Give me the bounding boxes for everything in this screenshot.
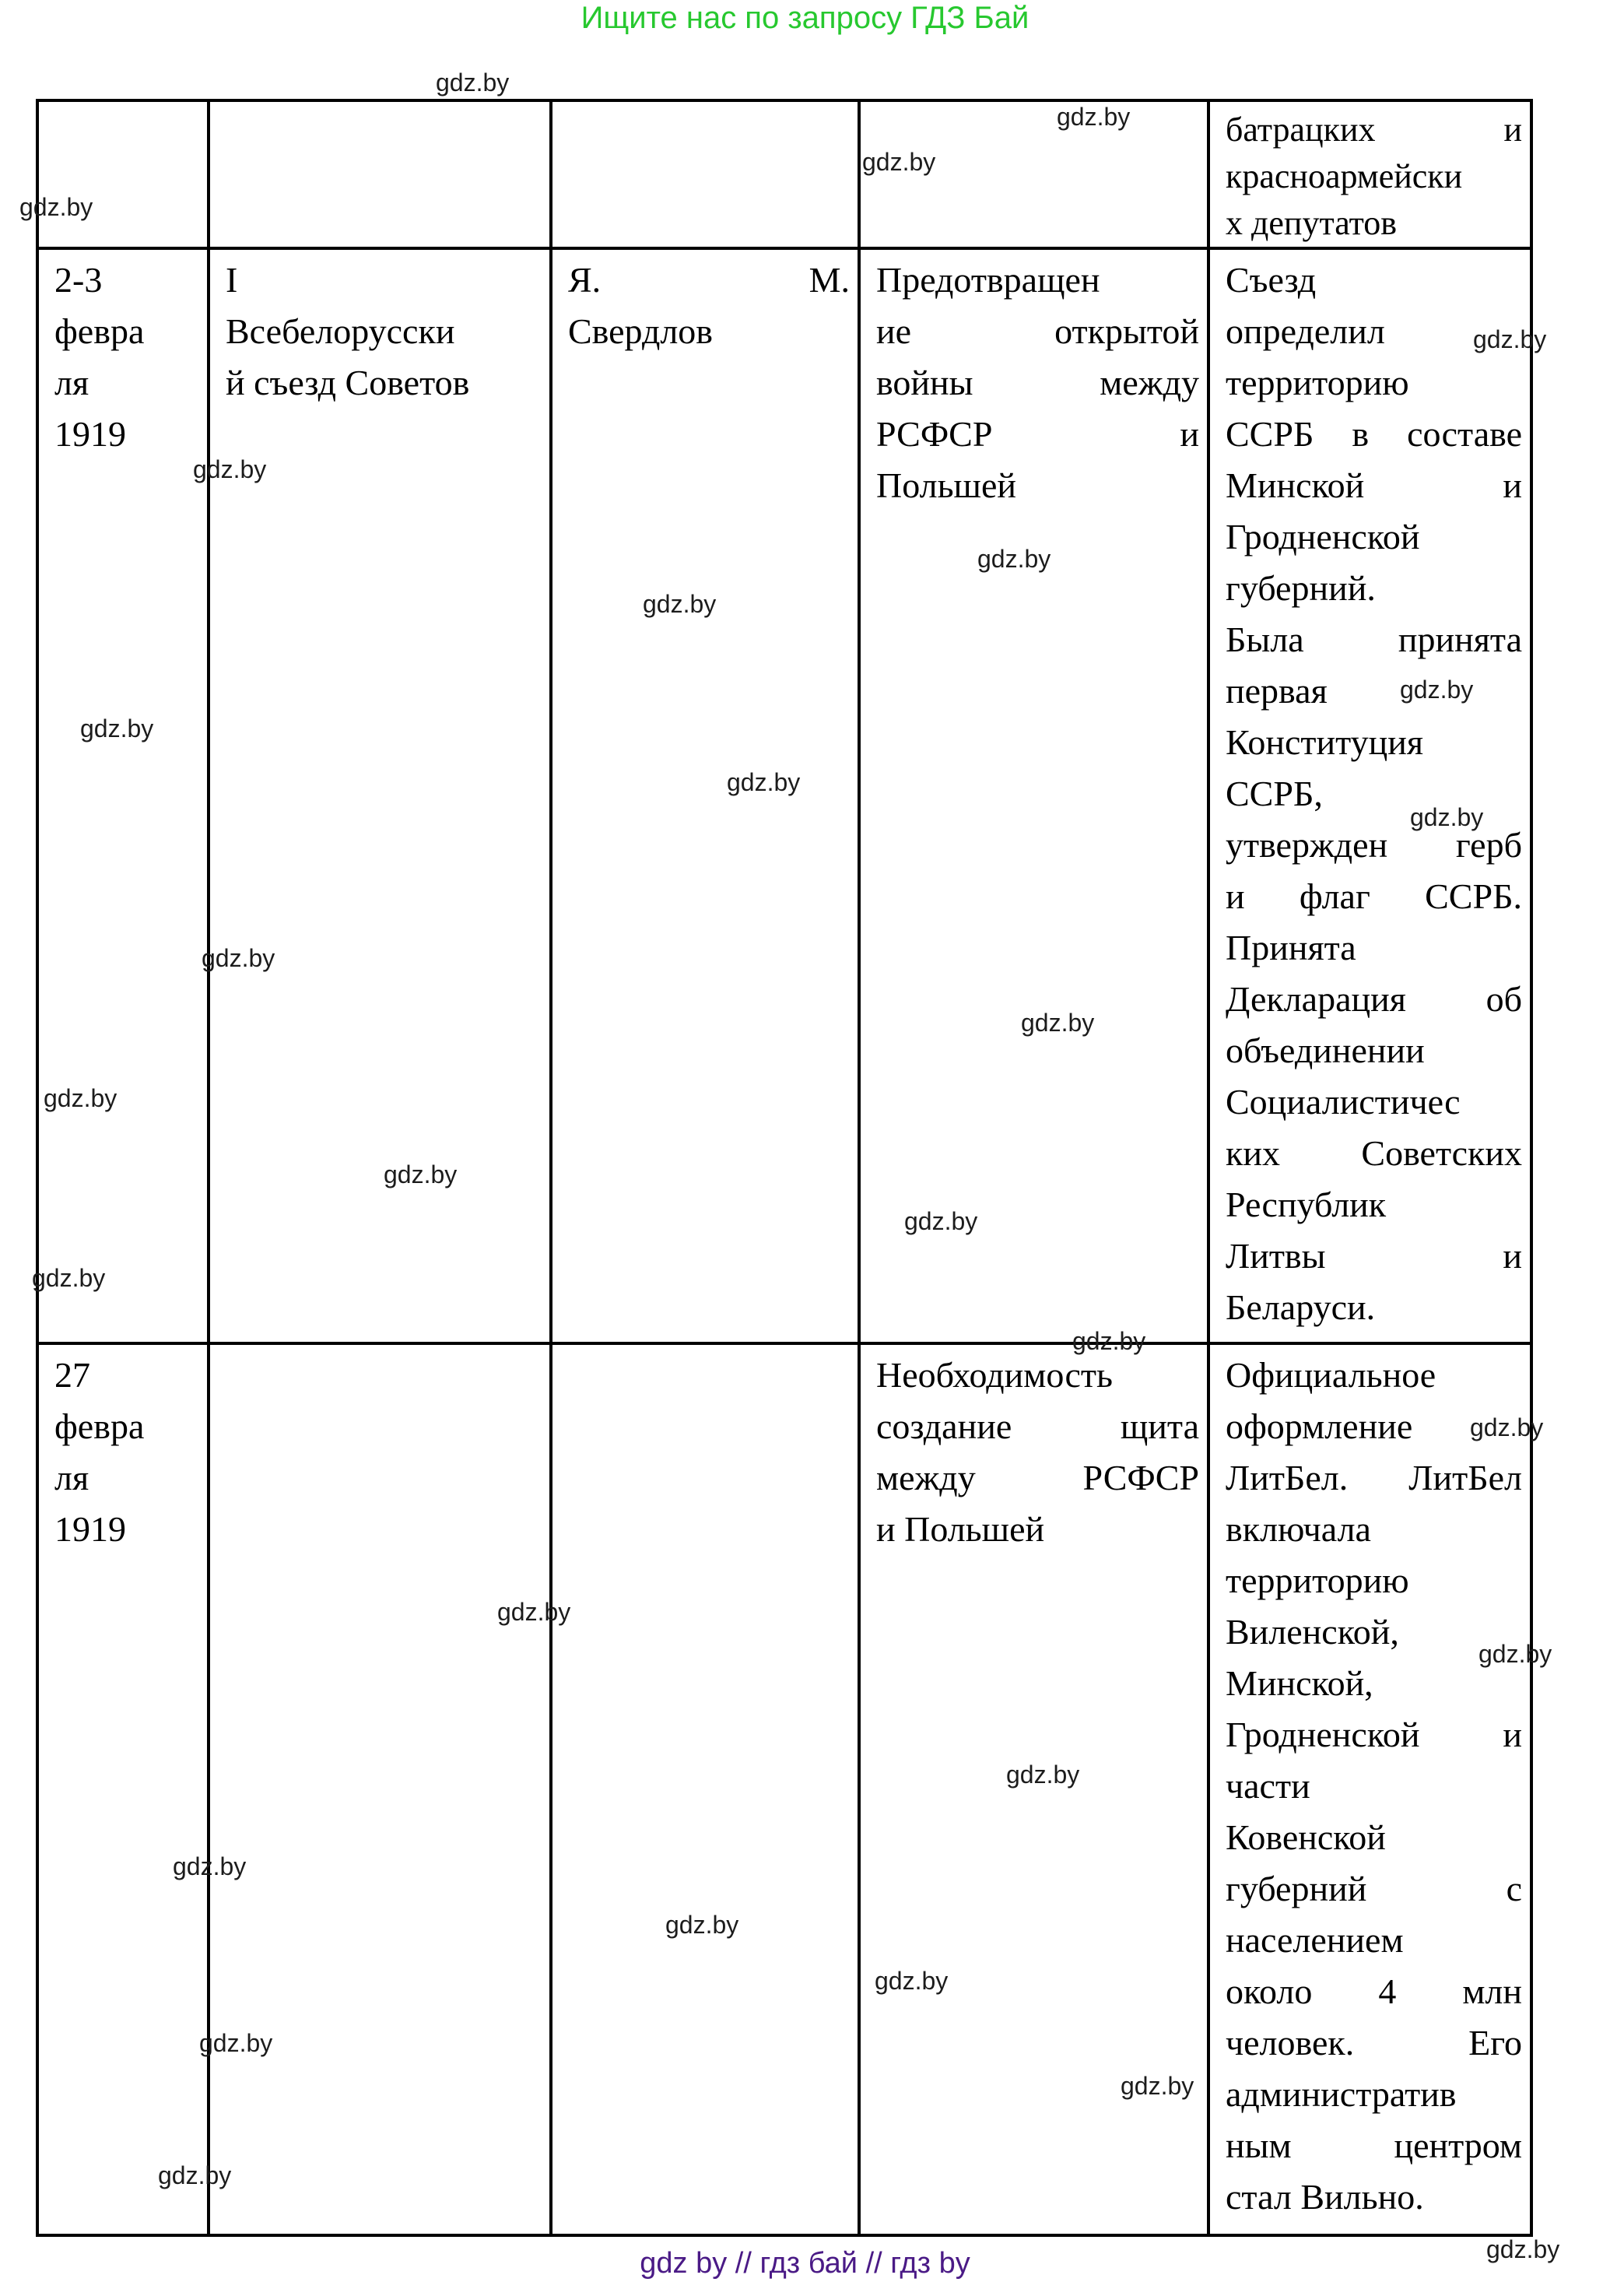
watermark: gdz.by — [1006, 1761, 1080, 1789]
watermark: gdz.by — [19, 193, 93, 221]
text-line: определил — [1226, 311, 1385, 351]
text-line: 27 — [54, 1355, 90, 1395]
text-line: Ковенской — [1226, 1817, 1386, 1857]
watermark: gdz.by — [497, 1598, 571, 1626]
text-line: территорию — [1226, 1561, 1409, 1600]
text-line: войны между — [876, 363, 1199, 402]
watermark: gdz.by — [1400, 676, 1474, 704]
text-line: Виленской, — [1226, 1612, 1399, 1652]
text-line: и Польшей — [876, 1509, 1045, 1549]
text-line: Литвы и — [1226, 1236, 1522, 1276]
text-line: Предотвращен — [876, 260, 1100, 300]
text-line: Конституция — [1226, 722, 1424, 762]
text-line: ие открытой — [876, 311, 1199, 351]
text-line: Необходимость — [876, 1355, 1113, 1395]
watermark: gdz.by — [643, 590, 717, 618]
text-line: губерний с — [1226, 1869, 1522, 1908]
text-line: ля — [54, 363, 89, 402]
watermark: gdz.by — [1473, 325, 1547, 353]
text-line: 2-3 — [54, 260, 103, 300]
text-line: й съезд Советов — [226, 363, 470, 402]
text-line: февра — [54, 1406, 145, 1446]
text-line: I — [226, 260, 238, 300]
watermark: gdz.by — [904, 1207, 978, 1235]
text-line: Гродненской и — [1226, 1715, 1522, 1754]
watermark: gdz.by — [158, 2161, 232, 2189]
cell-r0-event — [209, 100, 551, 248]
text-line: Декларация об — [1226, 979, 1522, 1019]
watermark: gdz.by — [173, 1852, 247, 1880]
text-line: Минской и — [1226, 465, 1522, 505]
cell-r2-event — [209, 1343, 551, 2235]
watermark: gdz.by — [199, 2029, 273, 2057]
table-row — [37, 100, 1531, 248]
text-line: человек. Его — [1226, 2023, 1522, 2063]
cell-r0-person — [551, 100, 859, 248]
watermark: gdz.by — [727, 768, 801, 796]
cell-r1-reason — [859, 248, 1208, 1343]
text-line: объединении — [1226, 1030, 1425, 1070]
text-line: создание щита — [876, 1406, 1199, 1446]
text-line: х депутатов — [1226, 204, 1398, 242]
promo-banner-text: Ищите нас по запросу ГДЗ Бай — [581, 1, 1029, 35]
cell-r2-result — [1208, 1343, 1531, 2235]
cell-r1-date — [37, 248, 209, 1343]
text-line: Свердлов — [568, 311, 714, 351]
watermark: gdz.by — [1057, 103, 1131, 131]
cell-r0-date — [37, 100, 209, 248]
text-line: ЛитБел. ЛитБел — [1226, 1458, 1522, 1497]
text-line: и флаг ССРБ. — [1226, 876, 1522, 916]
text-line: 1919 — [54, 1509, 126, 1549]
text-line: Беларуси. — [1226, 1287, 1376, 1327]
cell-r2-date — [37, 1343, 209, 2235]
text-line: Была принята — [1226, 620, 1522, 659]
watermark: gdz.by — [665, 1911, 739, 1939]
text-line: административ — [1226, 2074, 1457, 2114]
text-line: оформление — [1226, 1406, 1413, 1446]
watermark: gdz.by — [875, 1967, 949, 1995]
text-line: около 4 млн — [1226, 1971, 1522, 2011]
watermark: gdz.by — [977, 545, 1051, 573]
watermark: gdz.by — [384, 1160, 458, 1188]
cell-r1-event — [209, 248, 551, 1343]
text-line: первая — [1226, 671, 1328, 711]
cell-r2-reason — [859, 1343, 1208, 2235]
text-line: между РСФСР — [876, 1458, 1199, 1497]
footer-links-text: gdz by // гдз бай // гдз by — [640, 2247, 970, 2280]
text-line: батрацких и — [1226, 111, 1522, 149]
watermark: gdz.by — [1478, 1640, 1552, 1668]
text-line: Польшей — [876, 465, 1017, 505]
text-line: утвержден герб — [1226, 825, 1522, 865]
watermark: gdz.by — [193, 455, 267, 483]
watermark: gdz.by — [436, 68, 510, 97]
history-table — [36, 99, 1533, 2237]
watermark: gdz.by — [862, 148, 936, 176]
text-line: Минской, — [1226, 1663, 1373, 1703]
text-line: февра — [54, 311, 145, 351]
watermark: gdz.by — [44, 1084, 118, 1112]
text-line: части — [1226, 1766, 1310, 1806]
text-line: красноармейски — [1226, 157, 1463, 195]
text-line: ля — [54, 1458, 89, 1497]
text-line: ких Советских — [1226, 1133, 1522, 1173]
watermark: gdz.by — [80, 714, 154, 743]
text-line: ным центром — [1226, 2126, 1522, 2165]
table-row — [37, 1343, 1531, 2235]
text-line: Я. М. — [568, 260, 850, 300]
watermark: gdz.by — [202, 944, 275, 972]
text-line: включала — [1226, 1509, 1371, 1549]
text-line: Официальное — [1226, 1355, 1436, 1395]
cell-r1-result — [1208, 248, 1531, 1343]
text-line: РСФСР и — [876, 414, 1199, 454]
watermark: gdz.by — [1021, 1009, 1095, 1037]
cell-r2-person — [551, 1343, 859, 2235]
cell-r1-person — [551, 248, 859, 1343]
text-line: губерний. — [1226, 568, 1376, 608]
text-line: стал Вильно. — [1226, 2177, 1424, 2217]
text-line: Всебелорусски — [226, 311, 455, 351]
watermark: gdz.by — [1410, 803, 1484, 831]
text-line: Республик — [1226, 1185, 1387, 1224]
text-line: ССРБ, — [1226, 774, 1323, 813]
text-line: Принята — [1226, 928, 1356, 967]
watermark: gdz.by — [1486, 2235, 1560, 2263]
cell-r0-result — [1208, 100, 1531, 248]
text-line: 1919 — [54, 414, 126, 454]
watermark: gdz.by — [1470, 1413, 1544, 1441]
text-line: ССРБ в составе — [1226, 414, 1522, 454]
watermark: gdz.by — [1121, 2072, 1194, 2100]
text-line: Съезд — [1226, 260, 1317, 300]
text-line: Социалистичес — [1226, 1082, 1461, 1122]
text-line: населением — [1226, 1920, 1404, 1960]
text-line: территорию — [1226, 363, 1409, 402]
text-line: Гродненской — [1226, 517, 1420, 556]
watermark: gdz.by — [1072, 1327, 1146, 1355]
watermark: gdz.by — [32, 1264, 106, 1292]
